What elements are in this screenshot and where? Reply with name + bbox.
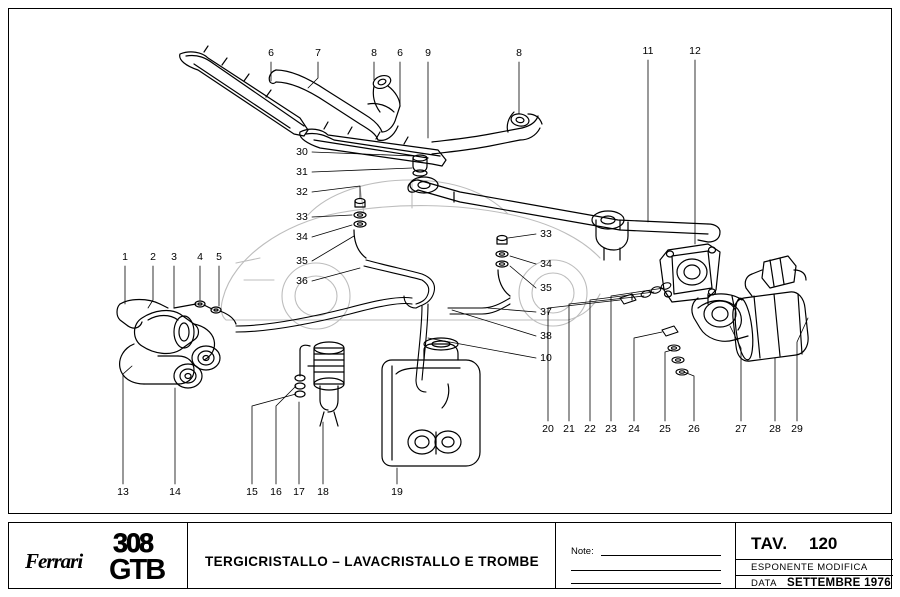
callout-number: 34 bbox=[296, 231, 308, 243]
callout-number: 15 bbox=[246, 486, 258, 498]
callout-number: 30 bbox=[296, 146, 308, 158]
title-block-divider bbox=[187, 523, 188, 588]
callout-number: 33 bbox=[540, 228, 552, 240]
callout-number: 7 bbox=[315, 47, 321, 59]
brand-wordmark: Ferrari bbox=[25, 549, 83, 573]
note-label: Note: bbox=[571, 546, 594, 557]
callout-number: 28 bbox=[769, 423, 781, 435]
callout-number: 17 bbox=[293, 486, 305, 498]
callout-number: 6 bbox=[268, 47, 274, 59]
callout-number: 8 bbox=[516, 47, 522, 59]
callout-number: 20 bbox=[542, 423, 554, 435]
callout-number: 37 bbox=[540, 306, 552, 318]
diagram-artwork bbox=[8, 8, 892, 514]
callout-number: 4 bbox=[197, 251, 203, 263]
callout-number: 25 bbox=[659, 423, 671, 435]
callout-number: 8 bbox=[371, 47, 377, 59]
callout-number: 33 bbox=[296, 211, 308, 223]
callout-number: 14 bbox=[169, 486, 181, 498]
revision-label: ESPONENTE MODIFICA bbox=[751, 562, 868, 573]
callout-number: 36 bbox=[296, 275, 308, 287]
diagram-canvas bbox=[8, 8, 892, 514]
table-label: TAV. bbox=[751, 534, 788, 553]
callout-number: 5 bbox=[216, 251, 222, 263]
callout-number: 24 bbox=[628, 423, 640, 435]
callout-number: 1 bbox=[122, 251, 128, 263]
title-block bbox=[8, 522, 892, 589]
callout-number: 11 bbox=[642, 45, 654, 57]
callout-number: 31 bbox=[296, 166, 308, 178]
callout-number: 35 bbox=[296, 255, 308, 267]
callout-number: 35 bbox=[540, 282, 552, 294]
callout-number: 16 bbox=[270, 486, 282, 498]
callout-number: 19 bbox=[391, 486, 403, 498]
callout-number: 27 bbox=[735, 423, 747, 435]
drawing-title: TERGICRISTALLO – LAVACRISTALLO E TROMBE bbox=[205, 554, 540, 569]
date-value: SETTEMBRE 1976 bbox=[787, 577, 891, 589]
date-label: DATA bbox=[751, 578, 777, 589]
note-line[interactable] bbox=[571, 570, 721, 571]
callout-number: 13 bbox=[117, 486, 129, 498]
note-line[interactable] bbox=[601, 555, 721, 556]
note-line[interactable] bbox=[571, 583, 721, 584]
title-block-divider bbox=[555, 523, 556, 588]
callout-number: 9 bbox=[425, 47, 431, 59]
model-variant: GTB bbox=[109, 554, 165, 586]
callout-number: 21 bbox=[563, 423, 575, 435]
callout-number: 23 bbox=[605, 423, 617, 435]
callout-number: 38 bbox=[540, 330, 552, 342]
callout-number: 2 bbox=[150, 251, 156, 263]
callout-number: 34 bbox=[540, 258, 552, 270]
callout-number: 3 bbox=[171, 251, 177, 263]
title-block-row-line bbox=[735, 559, 893, 560]
model-number: 308 bbox=[113, 528, 153, 558]
callout-number: 22 bbox=[584, 423, 596, 435]
title-block-divider bbox=[735, 523, 736, 588]
callout-number: 26 bbox=[688, 423, 700, 435]
callout-number: 32 bbox=[296, 186, 308, 198]
callout-number: 29 bbox=[791, 423, 803, 435]
callout-number: 10 bbox=[540, 352, 552, 364]
ferrari-logo bbox=[23, 527, 183, 587]
table-number: 120 bbox=[809, 534, 838, 553]
callout-number: 12 bbox=[689, 45, 701, 57]
callout-number: 18 bbox=[317, 486, 329, 498]
callout-number: 6 bbox=[397, 47, 403, 59]
title-block-row-line bbox=[735, 575, 893, 576]
